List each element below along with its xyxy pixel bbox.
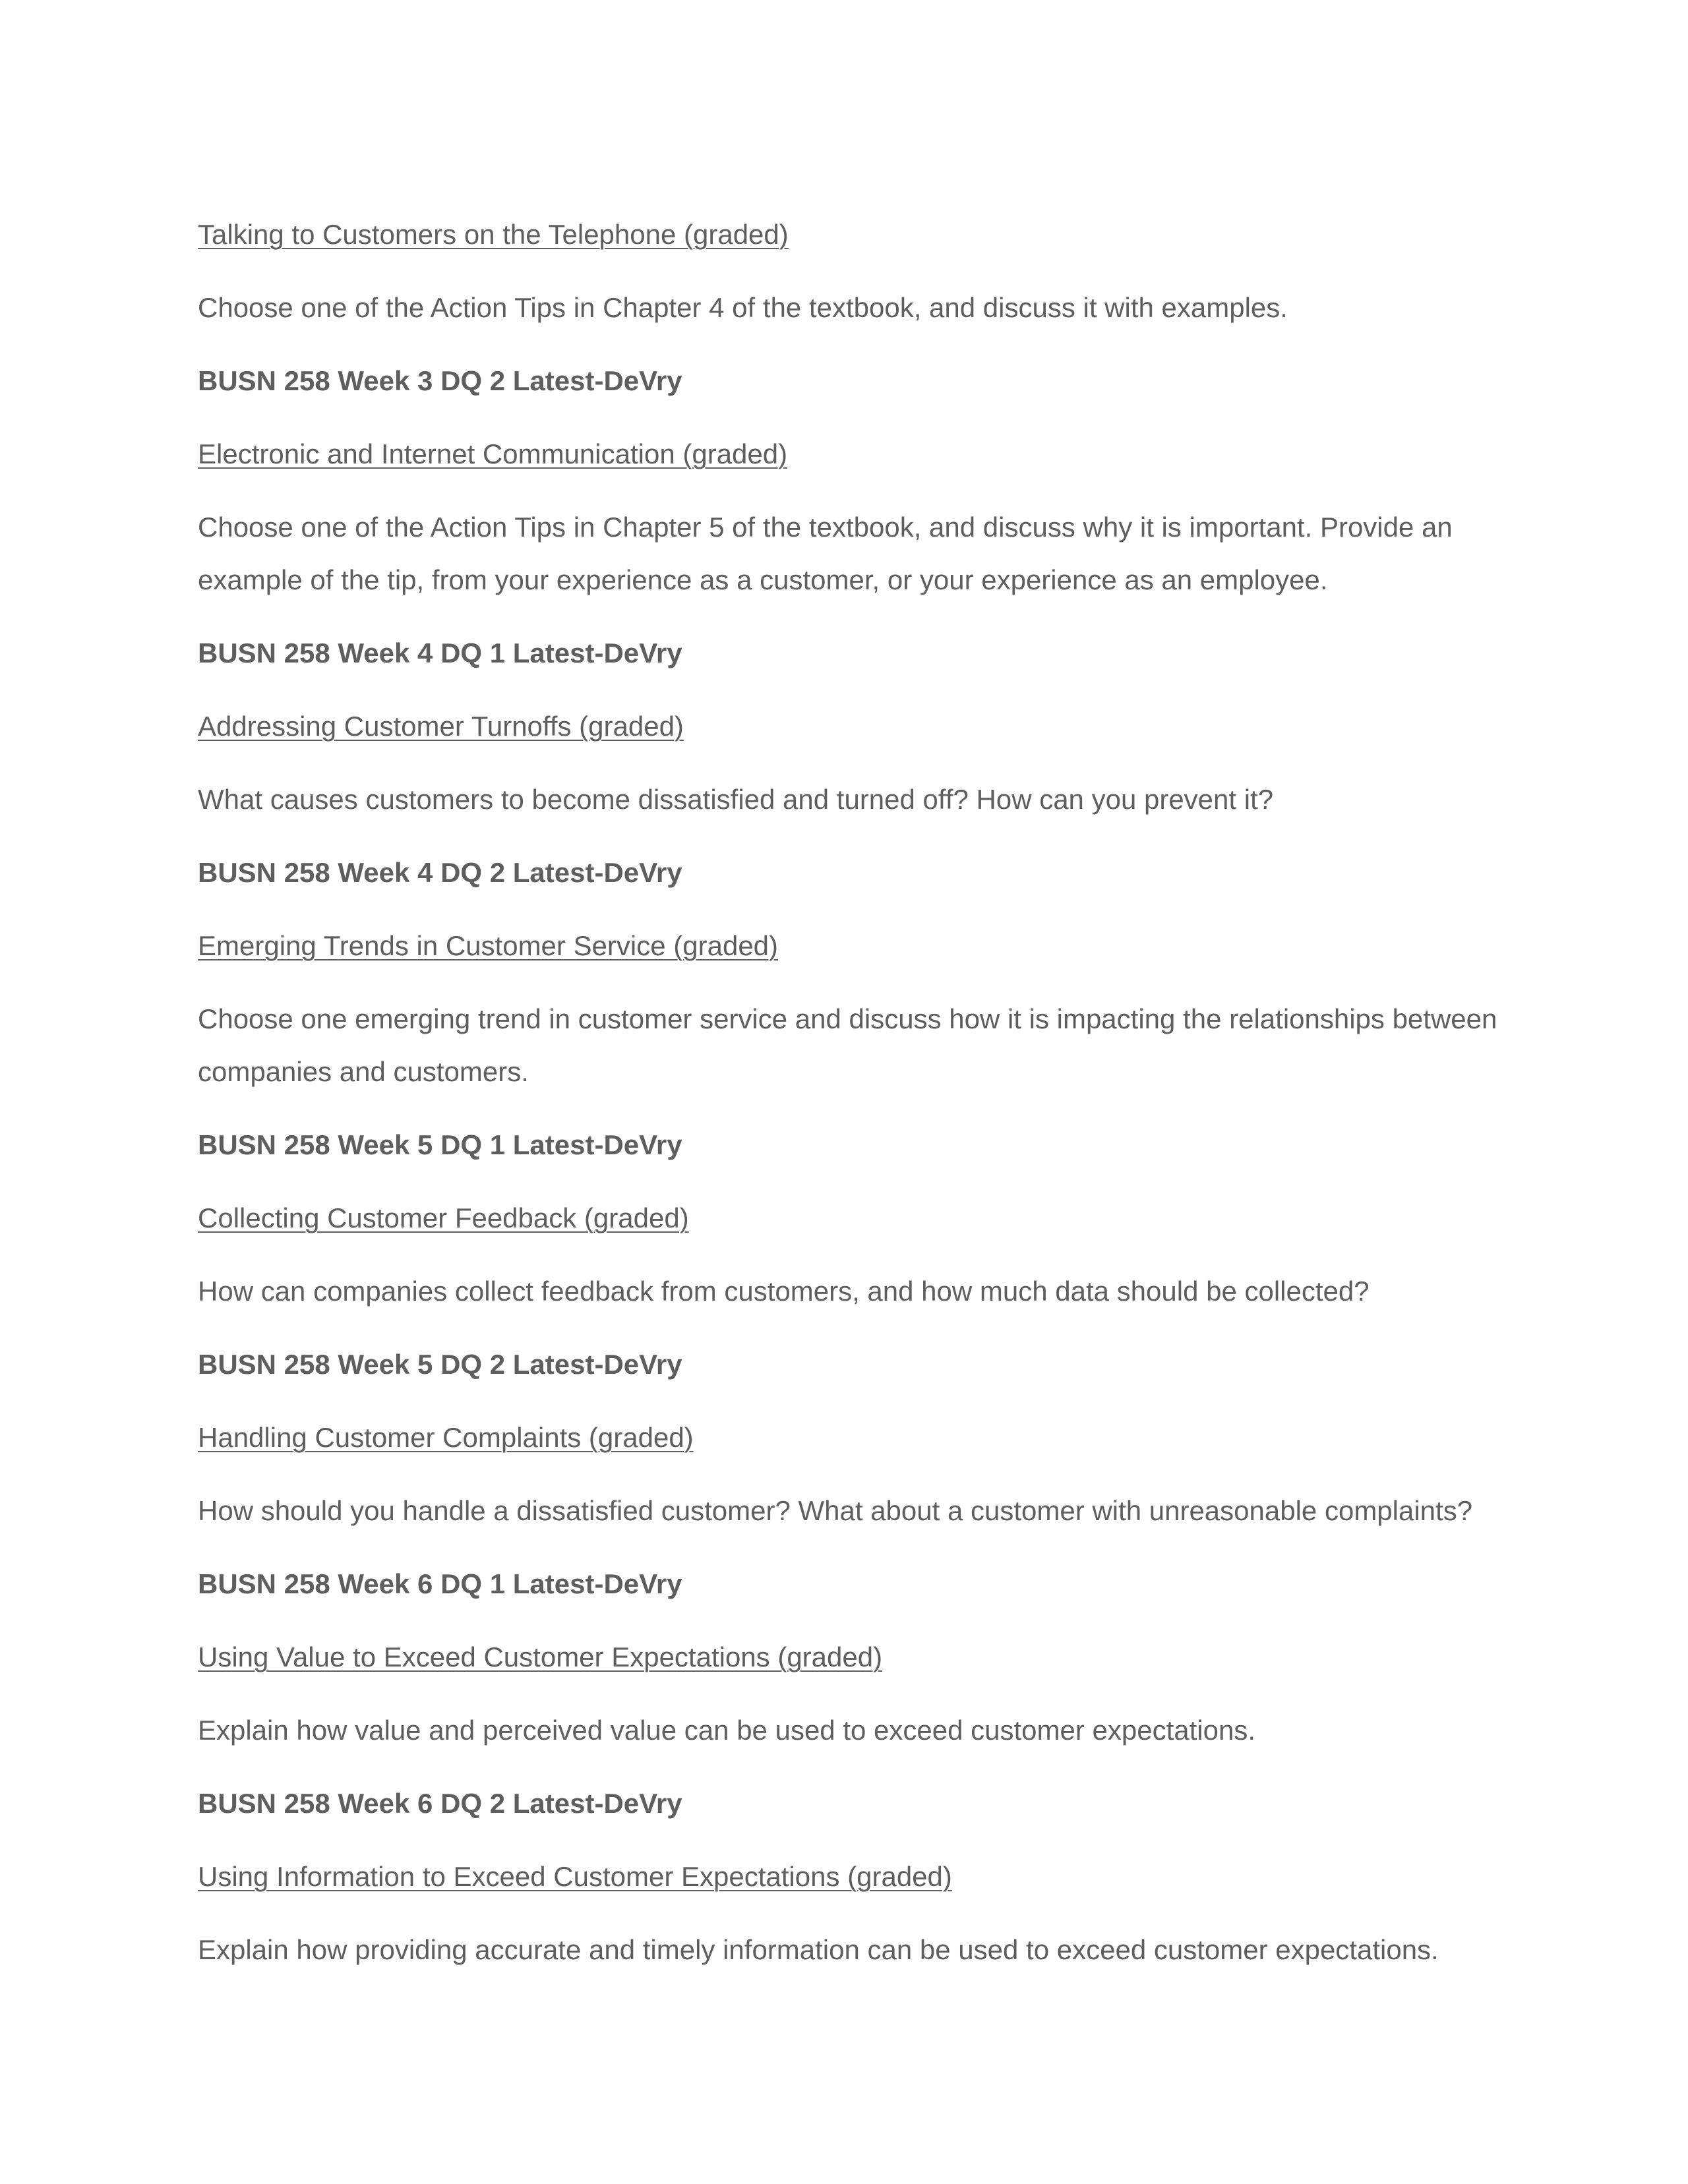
week-heading: BUSN 258 Week 5 DQ 1 Latest-DeVry — [198, 1129, 682, 1160]
discussion-link[interactable]: Using Value to Exceed Customer Expectations (graded) — [198, 1641, 883, 1672]
discussion-link[interactable]: Emerging Trends in Customer Service (graded) — [198, 930, 779, 961]
discussion-link[interactable]: Talking to Customers on the Telephone (graded) — [198, 219, 789, 250]
week-heading: BUSN 258 Week 6 DQ 2 Latest-DeVry — [198, 1788, 682, 1819]
discussion-prompt: What causes customers to become dissatisfied and turned off? How can you prevent it? — [198, 784, 1274, 815]
week-heading: BUSN 258 Week 3 DQ 2 Latest-DeVry — [198, 365, 682, 396]
discussion-link[interactable]: Addressing Customer Turnoffs (graded) — [198, 711, 684, 742]
discussion-link[interactable]: Electronic and Internet Communication (graded) — [198, 438, 788, 469]
discussion-prompt: Choose one emerging trend in customer service and discuss how it is impacting the relationships between companies and customers. — [198, 1003, 1497, 1087]
discussion-prompt: How should you handle a dissatisfied customer? What about a customer with unreasonable complaints? — [198, 1495, 1473, 1526]
discussion-link[interactable]: Handling Customer Complaints (graded) — [198, 1422, 694, 1453]
discussion-prompt: How can companies collect feedback from customers, and how much data should be collected? — [198, 1276, 1370, 1307]
week-heading: BUSN 258 Week 6 DQ 1 Latest-DeVry — [198, 1568, 682, 1599]
discussion-link[interactable]: Using Information to Exceed Customer Expectations (graded) — [198, 1861, 952, 1892]
discussion-prompt: Choose one of the Action Tips in Chapter 5 of the textbook, and discuss why it is important. Provide an example of the tip, from your experience as a customer, or your experience as an employee. — [198, 512, 1453, 595]
discussion-prompt: Choose one of the Action Tips in Chapter 4 of the textbook, and discuss it with examples. — [198, 292, 1288, 323]
week-heading: BUSN 258 Week 4 DQ 1 Latest-DeVry — [198, 637, 682, 668]
discussion-prompt: Explain how value and perceived value can be used to exceed customer expectations. — [198, 1715, 1255, 1746]
discussion-prompt: Explain how providing accurate and timely information can be used to exceed customer expectations. — [198, 1934, 1439, 1965]
week-heading: BUSN 258 Week 4 DQ 2 Latest-DeVry — [198, 857, 682, 888]
document-page — [198, 208, 1503, 1997]
week-heading: BUSN 258 Week 5 DQ 2 Latest-DeVry — [198, 1349, 682, 1380]
discussion-link[interactable]: Collecting Customer Feedback (graded) — [198, 1202, 689, 1233]
